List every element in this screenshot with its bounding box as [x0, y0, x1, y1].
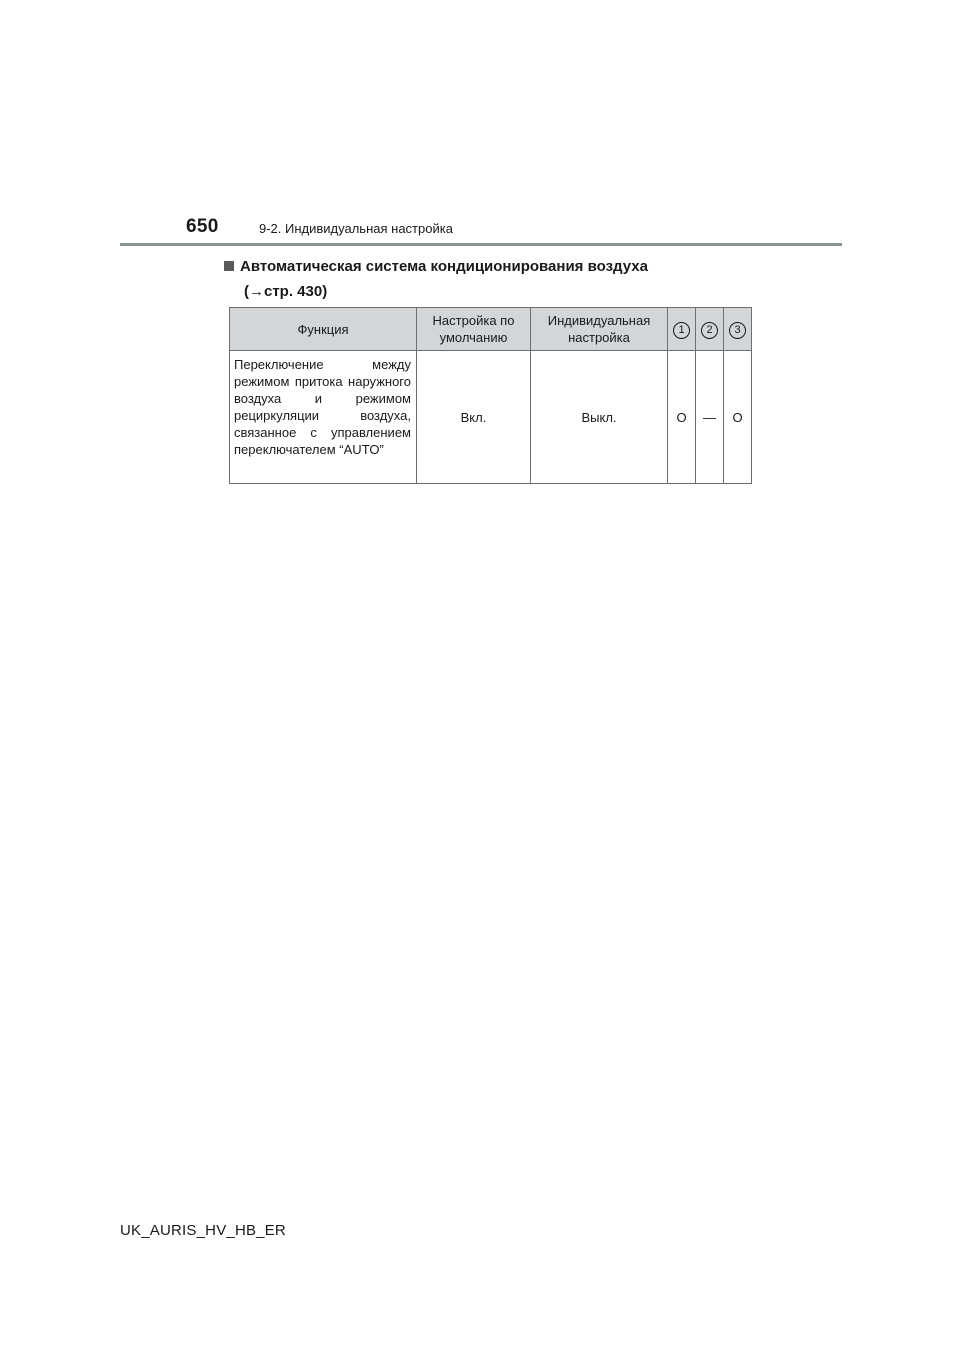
customization-table	[229, 307, 752, 484]
table-row	[230, 351, 752, 484]
square-bullet-icon	[224, 261, 234, 271]
column-header-default-setting: Настройка по умолчанию	[417, 308, 531, 351]
circled-number-3-icon: 3	[729, 322, 746, 339]
section-heading	[224, 256, 648, 302]
column-header-function: Функция	[230, 308, 417, 351]
cell-function: Переключение между режимом притока наружного воздуха и режимом рециркуляции воздуха, связанное с управлением переключателем “AUTO”	[230, 351, 417, 484]
column-header-custom-setting: Индивидуальная настройка	[531, 308, 668, 351]
column-header-method-3	[724, 308, 752, 351]
column-header-method-1	[668, 308, 696, 351]
cell-default-setting: Вкл.	[417, 351, 531, 484]
column-header-method-2	[696, 308, 724, 351]
cell-method-1: O	[668, 351, 696, 484]
cell-method-3: O	[724, 351, 752, 484]
section-page-reference: (→стр. 430)	[244, 283, 328, 300]
section-title: Автоматическая система кондиционирования воздуха	[240, 258, 648, 275]
document-code: UK_AURIS_HV_HB_ER	[120, 1222, 286, 1239]
table-header-row	[230, 308, 752, 351]
circled-number-1-icon: 1	[673, 322, 690, 339]
header-divider	[120, 243, 842, 246]
page-number: 650	[186, 216, 219, 237]
cell-method-2: —	[696, 351, 724, 484]
cell-custom-setting: Выкл.	[531, 351, 668, 484]
chapter-title: 9-2. Индивидуальная настройка	[259, 221, 453, 236]
circled-number-2-icon: 2	[701, 322, 718, 339]
